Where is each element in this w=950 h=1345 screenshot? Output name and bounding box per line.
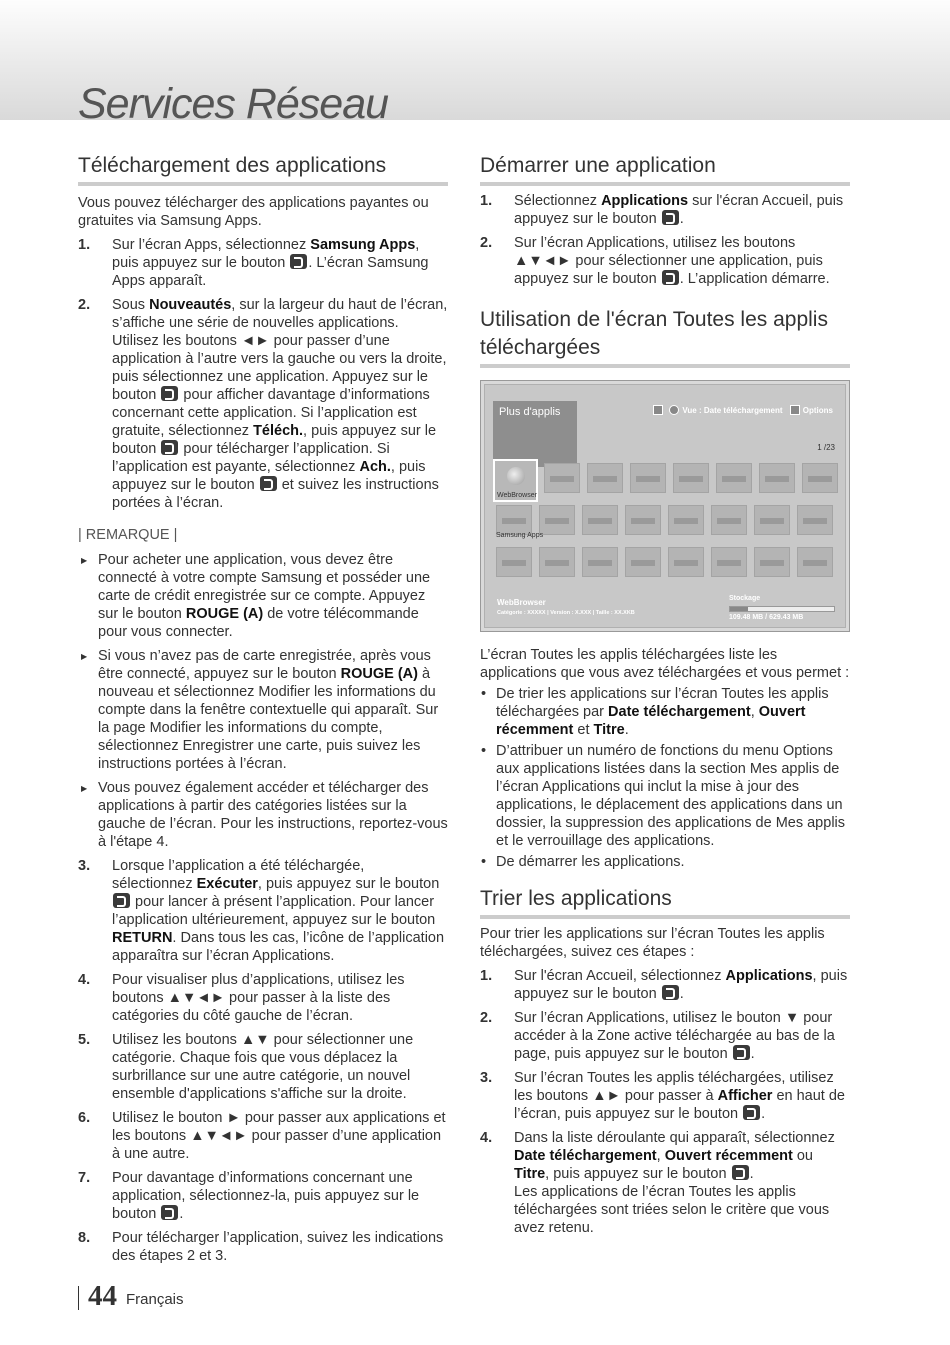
storage-bar: [729, 606, 835, 612]
note-heading: | REMARQUE |: [78, 527, 178, 543]
app-tile: [754, 547, 790, 577]
selected-app-meta: Catégorie : XXXXX | Version : X.XXX | Taille : XX.XKB: [497, 610, 635, 616]
step-1: 1. Sur l’écran Apps, sélectionnez Samsung Apps, puis appuyez sur le bouton . L’écran Samsung Apps apparaît.: [78, 237, 429, 289]
app-tile: [668, 505, 704, 535]
step-3: 3. Sur l’écran Toutes les applis téléchargées, utilisez les boutons ▲► pour passer à Afficher en haut de l’écran, puis appuyez sur le bouton .: [480, 1070, 845, 1122]
enter-key-icon: [743, 1105, 760, 1120]
section-title-all-apps: Utilisation de l'écran Toutes les applis téléchargées: [480, 306, 850, 368]
app-tile: [797, 505, 833, 535]
step-3: 3. Lorsque l’application a été téléchargée, sélectionnez Exécuter, puis appuyez sur le bouton pour lancer à présent l’application. Pour lancer l’application ultérieurement, appuyez sur le bouton RETURN. Dans tous les cas, l’icône de l’application apparaîtra sur l’écran Applications.: [78, 858, 445, 964]
view-button-icon: [669, 405, 679, 415]
app-grid-row-1: [544, 463, 838, 493]
intro-text: Vous pouvez télécharger des applications payantes ou gratuites via Samsung Apps.: [78, 195, 429, 229]
storage-value: 109.48 MB / 629.43 MB: [729, 614, 804, 621]
user-icon: [653, 405, 663, 415]
enter-key-icon: [733, 1045, 750, 1060]
app-tile: [711, 505, 747, 535]
bullet-item: • De démarrer les applications.: [480, 853, 850, 871]
step-2: 2. Sur l’écran Applications, utilisez les boutons ▲▼◄► pour sélectionner une application, puis appuyez sur le bouton . L’application démarre.: [480, 235, 830, 287]
view-label: Vue : Date téléchargement: [682, 406, 783, 415]
app-tile: [802, 463, 838, 493]
page-header-title: Services Réseau: [78, 80, 389, 128]
screen-toolbar: [650, 405, 833, 415]
step-4: 4. Dans la liste déroulante qui apparaît, sélectionnez Date téléchargement, Ouvert récemment ou Titre, puis appuyez sur le bouton . Les applications de l’écran Toutes les applis téléchargées sont triées selon le critère que vous avez retenu.: [480, 1130, 835, 1236]
enter-key-icon: [113, 893, 130, 908]
enter-key-icon: [260, 476, 277, 491]
app-tile: [711, 547, 747, 577]
notes-list: [78, 551, 448, 851]
apps-screen-illustration: [480, 380, 850, 632]
app-tile: [759, 463, 795, 493]
app-info-bar: [493, 588, 837, 624]
app-tile: [544, 463, 580, 493]
left-column: [78, 152, 448, 1265]
globe-icon: [507, 467, 525, 485]
step-8: 8. Pour télécharger l’application, suivez les indications des étapes 2 et 3.: [78, 1230, 444, 1264]
right-column: [480, 152, 850, 1237]
app-tile: [582, 505, 618, 535]
samsung-apps-label: Samsung Apps: [496, 532, 544, 539]
footer-divider: [78, 1286, 79, 1310]
storage-label: Stockage: [729, 595, 761, 602]
webbrowser-tile: [493, 459, 538, 502]
app-tile: [587, 463, 623, 493]
section-title-start-app: Démarrer une application: [480, 152, 850, 186]
step-4: 4. Pour visualiser plus d’applications, utilisez les boutons ▲▼◄► pour passer à la liste des catégories du côté gauche de l’écran.: [78, 972, 405, 1024]
section-title-download: Téléchargement des applications: [78, 152, 448, 186]
app-tile: [716, 463, 752, 493]
app-tile: [582, 547, 618, 577]
bullet-item: • De trier les applications sur l’écran Toutes les applis téléchargées par Date téléchargement, Ouvert récemment et Titre.: [480, 685, 850, 739]
app-tile: [754, 505, 790, 535]
enter-key-icon: [290, 254, 307, 269]
page-number: 44: [88, 1280, 117, 1312]
app-tile: [625, 547, 661, 577]
webbrowser-label: WebBrowser: [497, 492, 537, 499]
app-tile: [496, 547, 532, 577]
app-grid-row-3: [496, 547, 833, 577]
step-7: 7. Pour davantage d’informations concernant une application, sélectionnez-la, puis appuyez sur le bouton .: [78, 1170, 420, 1222]
step-6: 6. Utilisez le bouton ► pour passer aux applications et les boutons ▲▼◄► pour passer d’une application à une autre.: [78, 1110, 446, 1162]
enter-key-icon: [161, 386, 178, 401]
step-2: 2. Sous Nouveautés, sur la largeur du haut de l’écran, s’affiche une série de nouvelles applications. Utilisez les boutons ◄► pour passer d’une application à l’autre vers la gauche ou vers la droite, puis sélectionnez une application. Appuyez sur le bouton pour afficher davantage d’informations concernant cette application. Si l’application est gratuite, sélectionnez Téléch., puis appuyez sur le bouton pour télécharger l’application. Si l’application est payante, sélectionnez Ach., puis appuyez sur le bouton et suivez les instructions portées à l’écran.: [78, 297, 448, 511]
download-steps: [78, 236, 448, 512]
step-5: 5. Utilisez les boutons ▲▼ pour sélectionner une catégorie. Chaque fois que vous déplacez la surbrillance sur une autre catégorie, un nouvel ensemble d'applications s'affiche sur la droite.: [78, 1032, 414, 1102]
all-apps-intro: L’écran Toutes les applis téléchargées liste les applications que vous avez téléchargées et vous permet :: [480, 647, 850, 681]
selected-app-name: WebBrowser: [497, 598, 546, 607]
note-item: ▶ Pour acheter une application, vous devez être connecté à votre compte Samsung et posséder une carte de crédit enregistrée sur ce compte. Appuyez sur le bouton ROUGE (A) de votre télécommande pour vous connecter.: [78, 551, 448, 641]
note-item: ▶ Vous pouvez également accéder et télécharger des applications à partir des catégories listées sur la gauche de l’écran. Pour les instructions, reportez-vous à l'étape 4.: [78, 779, 448, 851]
app-tile: [539, 547, 575, 577]
download-steps-continued: [78, 857, 448, 1265]
app-tile: [539, 505, 575, 535]
enter-key-icon: [662, 985, 679, 1000]
sort-intro: Pour trier les applications sur l’écran Toutes les applis téléchargées, suivez ces étapes :: [480, 926, 825, 960]
step-1: 1. Sélectionnez Applications sur l'écran Accueil, puis appuyez sur le bouton .: [480, 193, 844, 227]
app-tile: [673, 463, 709, 493]
enter-key-icon: [732, 1165, 749, 1180]
app-tile: [668, 547, 704, 577]
app-grid-row-2: [496, 505, 833, 535]
sort-steps: [480, 967, 850, 1237]
section-title-sort: Trier les applications: [480, 885, 850, 919]
all-apps-bullets: [480, 685, 850, 871]
footer-language: Français: [126, 1291, 184, 1308]
options-label: Options: [802, 406, 833, 415]
options-icon: [790, 405, 800, 415]
enter-key-icon: [161, 440, 178, 455]
step-2: 2. Sur l’écran Applications, utilisez le bouton ▼ pour accéder à la Zone active téléchargée au bas de la page, puis appuyez sur le bouton .: [480, 1010, 835, 1062]
page-counter: 1 /23: [817, 443, 835, 452]
step-1: 1. Sur l'écran Accueil, sélectionnez Applications, puis appuyez sur le bouton .: [480, 968, 848, 1002]
enter-key-icon: [662, 270, 679, 285]
enter-key-icon: [662, 210, 679, 225]
app-tile: [625, 505, 661, 535]
enter-key-icon: [161, 1205, 178, 1220]
note-item: ▶ Si vous n’avez pas de carte enregistrée, après vous être connecté, appuyez sur le bouton ROUGE (A) à nouveau et sélectionnez Modifier les informations du compte dans la fenêtre contextuelle qui apparaît. Sur la page Modifier les informations du compte, sélectionnez Enregistrer une carte, puis suivez les instructions portées à l’écran.: [78, 647, 448, 773]
storage-bar-fill: [730, 607, 748, 611]
app-tile: [797, 547, 833, 577]
start-steps: [480, 192, 850, 288]
more-apps-panel: Plus d'applis: [493, 401, 577, 467]
app-tile: [496, 505, 532, 535]
bullet-item: • D’attribuer un numéro de fonctions du menu Options aux applications listées dans la section Mes applis de l’écran Applications qui inclut la mise à jour des applications, le déplacement des applications dans un dossier, la suppression des applications de Mes applis et le verrouillage des applications.: [480, 742, 850, 850]
app-tile: [630, 463, 666, 493]
